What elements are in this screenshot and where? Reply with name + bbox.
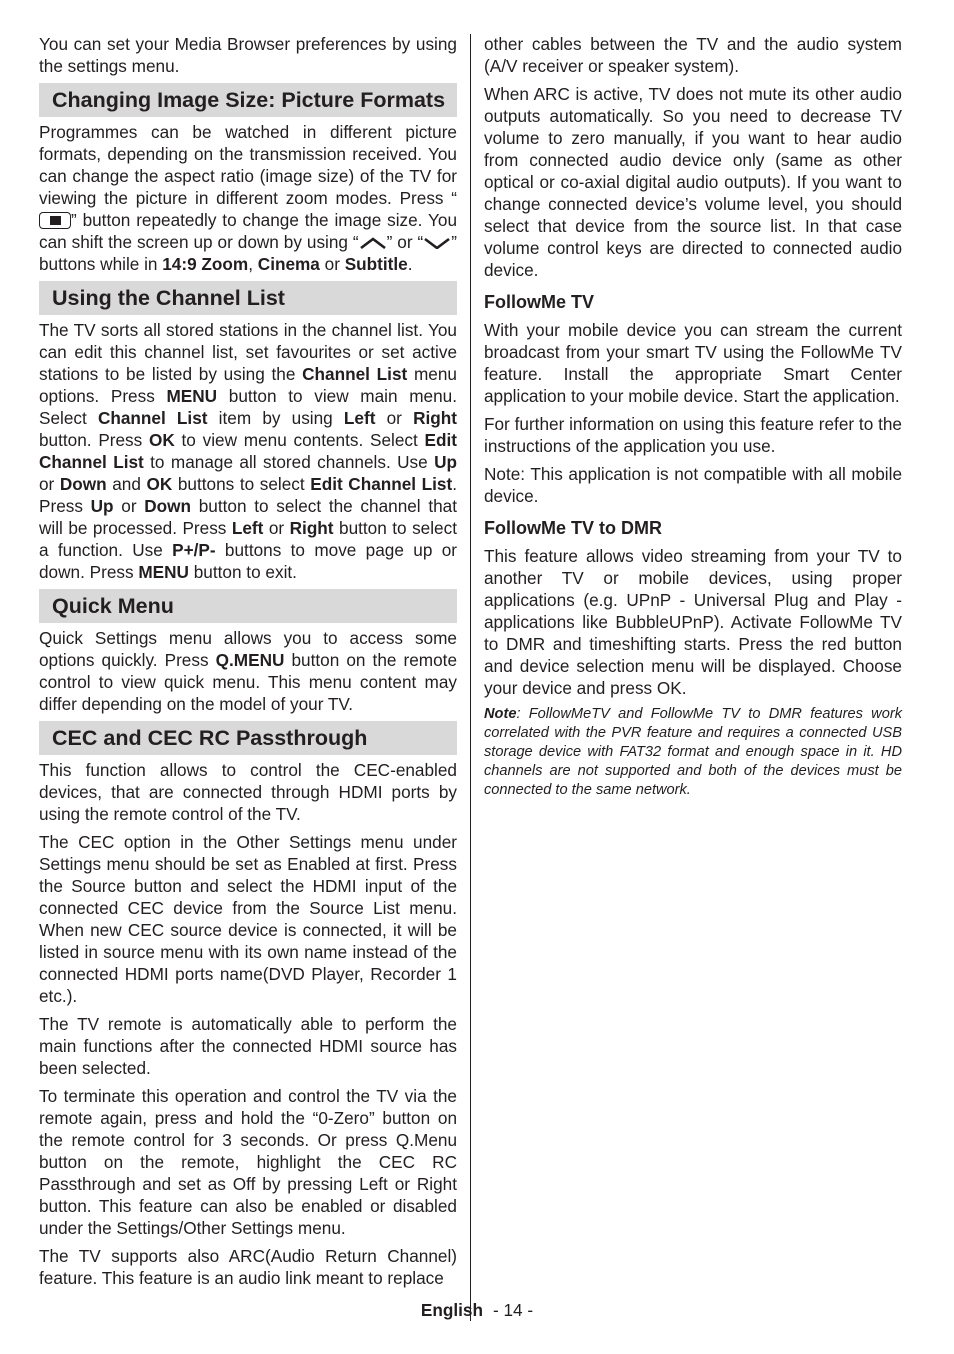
- cec-paragraph-2: The CEC option in the Other Settings menu under Settings menu should be set as Enabled at first. Press the Source button and select the HDMI input of the connected CEC device from the Source List menu. When new CEC source device is connected, it will be listed in source menu with its own name instead of the connected HDMI ports name(DVD Player, Recorder 1 etc.).: [39, 832, 457, 1006]
- followme-note-paragraph: Note: This application is not compatible with all mobile device.: [484, 464, 902, 506]
- picture-formats-paragraph: Programmes can be watched in different picture formats, depending on the transmission received. You can change the aspect ratio (image size) of the TV for viewing the picture in different zoom modes. Press “” button repeatedly to change the image size. You can shift the screen up or down by using “ ” or “ ” buttons while in 14:9 Zoom, Cinema or Subtitle.: [39, 122, 457, 274]
- caret-down-icon: [423, 237, 451, 249]
- subheading-followme-tv: FollowMe TV: [484, 292, 594, 312]
- followme-dmr-paragraph: This feature allows video streaming from your TV to another TV or mobile devices, using proper applications (e.g. UPnP - Universal Plug and Play - applications like BubbleUPnP). Activate FollowMe TV to DMR and timeshifting starts. Press the red button and device selection menu will be displayed. Choose your device and press OK.: [484, 546, 902, 698]
- section-heading-quick-menu: Quick Menu: [39, 589, 457, 623]
- page-footer: [0, 1299, 954, 1321]
- page-number: - 14 -: [492, 1300, 534, 1320]
- cec-paragraph-1: This function allows to control the CEC-enabled devices, that are connected through HDMI ports by using the remote control of the TV.: [39, 760, 457, 824]
- footer-language: English: [420, 1300, 483, 1320]
- screen-button-icon: [39, 212, 71, 229]
- quick-menu-paragraph: Quick Settings menu allows you to access some options quickly. Press Q.MENU button on the remote control to view quick menu. This menu content may differ depending on the model of your TV.: [39, 628, 458, 714]
- caret-up-icon: [359, 237, 387, 249]
- followme-paragraph-1: With your mobile device you can stream the current broadcast from your smart TV using the FollowMe TV feature. Install the appropriate Smart Center application to your mobile device. Start the application.: [484, 320, 902, 406]
- section-heading-picture-formats: Changing Image Size: Picture Formats: [39, 83, 457, 117]
- cec-paragraph-3: The TV remote is automatically able to perform the main functions after the connected HDMI source has been selected.: [39, 1014, 457, 1078]
- section-heading-channel-list: Using the Channel List: [39, 281, 457, 315]
- arc-paragraph-continued: other cables between the TV and the audio system (A/V receiver or speaker system).: [484, 34, 902, 76]
- followme-dmr-note: Note: FollowMeTV and FollowMe TV to DMR features work correlated with the PVR feature and requires a connected USB storage device with FAT32 format and enough space in it. HD channels are not supported and both of the devices must be connected to the same network.: [484, 706, 902, 798]
- intro-paragraph: You can set your Media Browser preferences by using the settings menu.: [39, 34, 457, 76]
- arc-paragraph: When ARC is active, TV does not mute its other audio outputs automatically. So you need to decrease TV volume to zero manually, if you want to hear audio from connected audio device only (same as other optical or co-axial digital audio outputs). If you want to change connected device’s volume level, you should select that device from the source list. In that case volume control keys are directed to connected audio device.: [484, 84, 902, 280]
- cec-paragraph-4: To terminate this operation and control the TV via the remote again, press and hold the “0-Zero” button on the remote control for 3 seconds. Or press Q.Menu button on the remote, highlight the CEC RC Passthrough and set as Off by pressing Left or Right button. This feature can also be enabled or disabled under the Settings/Other Settings menu.: [39, 1086, 457, 1238]
- left-column: [39, 33, 457, 1295]
- channel-list-paragraph: The TV sorts all stored stations in the channel list. You can edit this channel list, set favourites or set active stations to be listed by using the Channel List menu options. Press MENU button to view main menu. Select Channel List item by using Left or Right button. Press OK to view menu contents. Select Edit Channel List to manage all stored channels. Use Up or Down and OK buttons to select Edit Channel List. Press Up or Down button to select the channel that will be processed. Press Left or Right button to select a function. Use P+/P- buttons to move page up or down. Press MENU button to exit.: [39, 320, 458, 582]
- followme-paragraph-2: For further information on using this feature refer to the instructions of the application you use.: [484, 414, 902, 456]
- column-divider: [470, 34, 471, 1321]
- section-heading-cec: CEC and CEC RC Passthrough: [39, 721, 457, 755]
- cec-paragraph-5: The TV supports also ARC(Audio Return Channel) feature. This feature is an audio link meant to replace: [39, 1246, 457, 1288]
- subheading-followme-dmr: FollowMe TV to DMR: [484, 518, 662, 538]
- right-column: [484, 33, 902, 800]
